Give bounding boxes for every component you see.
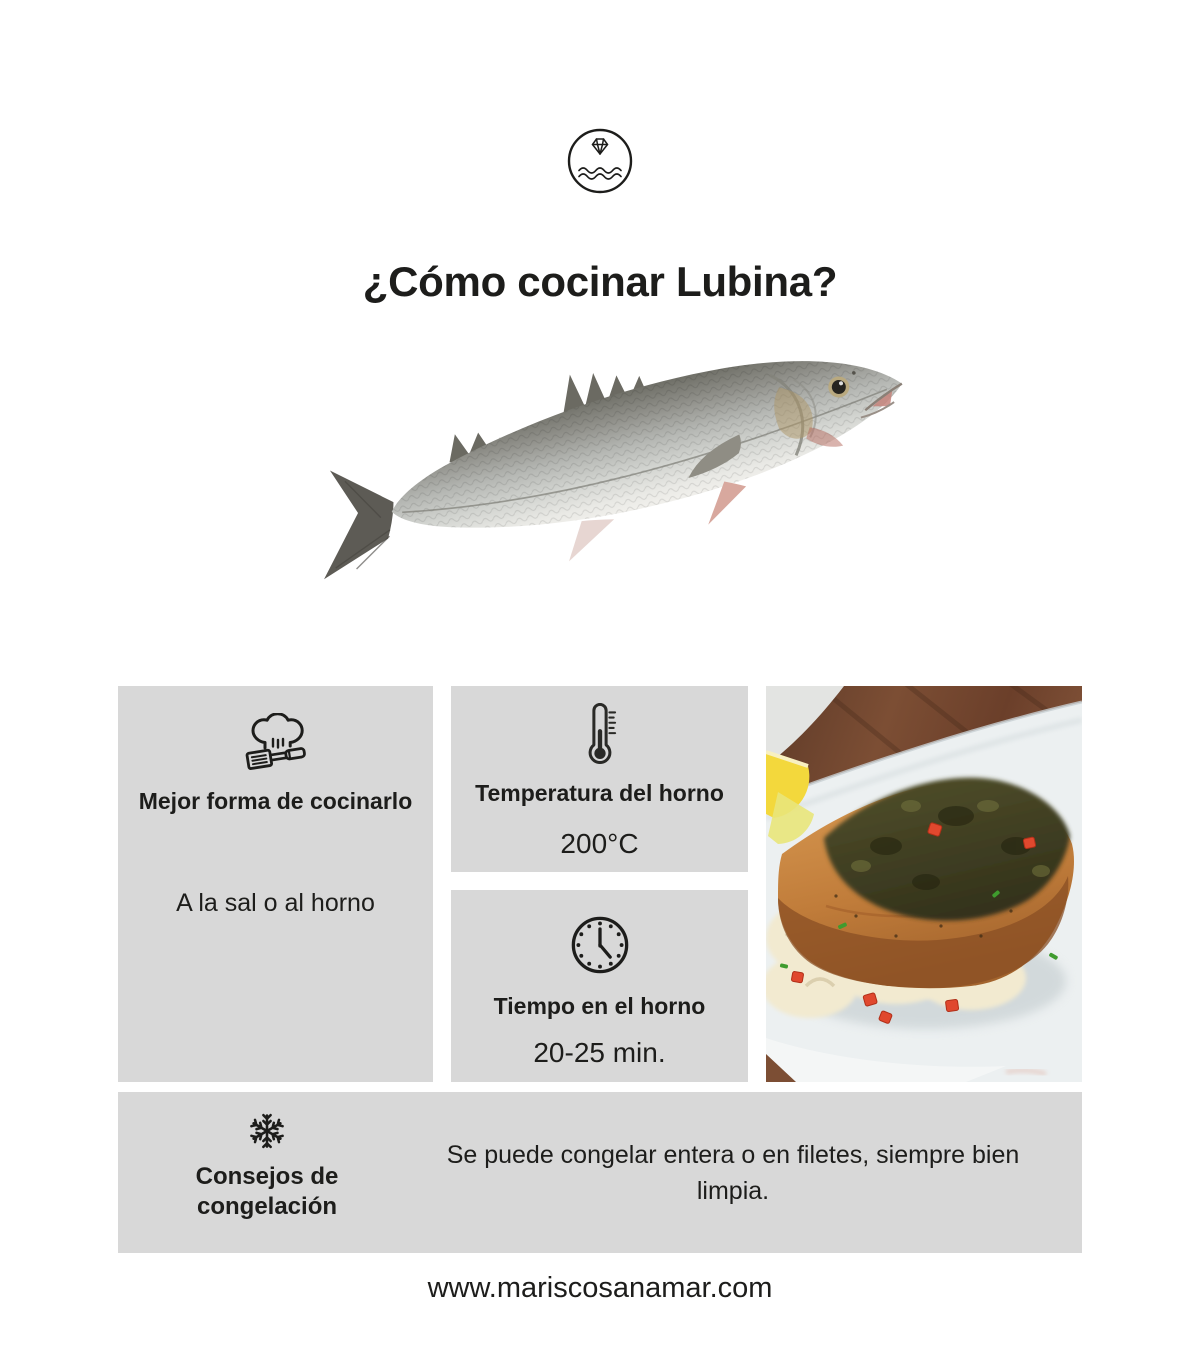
oven-temperature-value: 200°C: [560, 828, 639, 859]
baked-fish-dish-photo: [766, 686, 1082, 1082]
sea-bass-illustration: [282, 330, 922, 670]
freezing-tips-box: [118, 1092, 1082, 1253]
card-oven-temperature: [451, 686, 748, 872]
freezing-tips-label: [118, 1092, 416, 1253]
chef-hat-spatula-icon: [242, 713, 310, 777]
page-title: ¿Cómo cocinar Lubina?: [362, 258, 838, 306]
cooking-method-heading: Mejor forma de cocinarlo: [138, 788, 413, 814]
diamond-over-waves-icon: [566, 127, 634, 195]
freezing-tips-text: Se puede congelar entera o en filetes, siempre bien limpia.: [446, 1140, 1020, 1205]
oven-time-heading: Tiempo en el horno: [493, 993, 706, 1019]
raw-sea-bass-photo: [282, 330, 922, 670]
website-url: www.mariscosanamar.com: [427, 1272, 773, 1304]
freezing-tips-heading: Consejos de congelación: [195, 1163, 339, 1220]
brand-logo: [566, 127, 634, 195]
baked-fish-dish-illustration: [766, 686, 1082, 1082]
cooking-method-value: A la sal o al horno: [176, 889, 375, 917]
oven-time-value: 20-25 min.: [533, 1037, 666, 1068]
clock-icon: [569, 914, 631, 976]
freezing-tips-text-wrap: [416, 1092, 1082, 1253]
thermometer-icon: [583, 703, 617, 767]
card-cooking-method: [118, 686, 433, 1082]
snowflake-icon: [247, 1111, 287, 1151]
oven-temperature-heading: Temperatura del horno: [475, 780, 724, 806]
card-oven-time: [451, 890, 748, 1082]
